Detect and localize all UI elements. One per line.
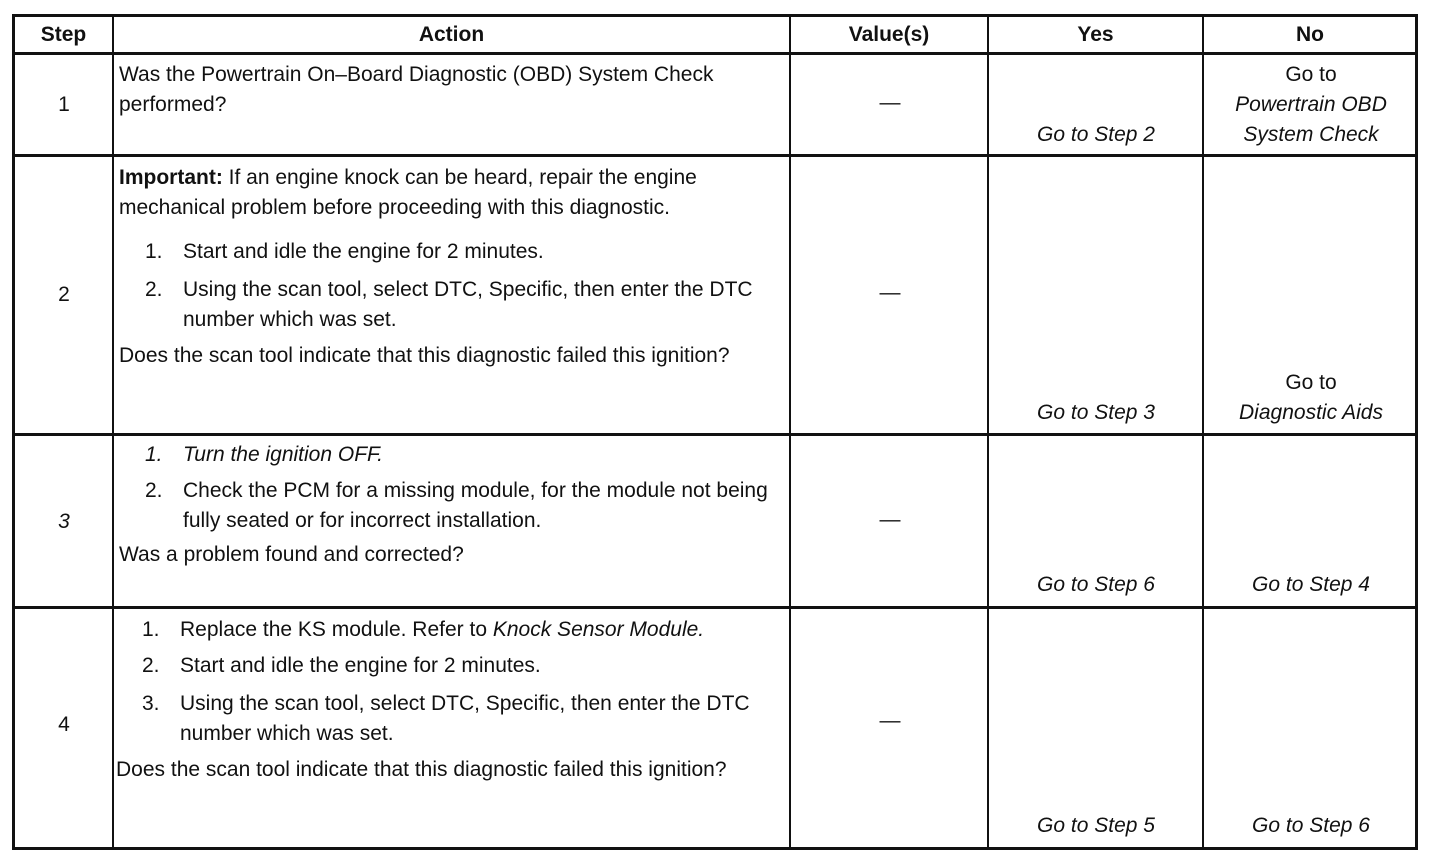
no-cell: [1205, 60, 1417, 150]
no-target: Diagnostic Aids: [1239, 401, 1383, 424]
action-question: Does the scan tool indicate that this diagnostic failed this ignition?: [119, 344, 730, 367]
step-number: 3: [58, 510, 70, 533]
no-cell: Go to Step 4: [1252, 573, 1370, 596]
value-cell: —: [879, 281, 901, 304]
list-item: 2. Check the PCM for a missing module, for the module not being fully seated or for incorrect installation.: [145, 479, 768, 532]
important-label: Important:: [119, 166, 223, 189]
table-row: [15, 55, 1415, 155]
list-item: 1. Start and idle the engine for 2 minutes.: [145, 240, 544, 263]
action-cell: [119, 60, 789, 120]
header-no: No: [1296, 23, 1324, 46]
value-cell: —: [879, 91, 901, 114]
step-number: 1: [58, 93, 70, 116]
header-yes: Yes: [1077, 23, 1114, 46]
yes-cell: Go to Step 3: [1037, 401, 1155, 424]
step-number: 4: [58, 713, 70, 736]
list-item: 2. Using the scan tool, select DTC, Specific, then enter the DTC number which was set.: [145, 278, 753, 331]
header-action: Action: [418, 23, 485, 46]
table-row: [15, 436, 1415, 606]
value-cell: —: [879, 508, 901, 531]
no-prefix: Go to: [1285, 63, 1337, 86]
list-item: 3. Using the scan tool, select DTC, Specific, then enter the DTC number which was set.: [142, 692, 750, 745]
header-values: Value(s): [848, 23, 930, 46]
yes-cell: Go to Step 5: [1037, 814, 1155, 837]
step-number: 2: [58, 283, 70, 306]
action-text: Was the Powertrain On–Board Diagnostic (OBD) System Check performed?: [119, 63, 714, 116]
no-target: Powertrain OBD System Check: [1235, 93, 1387, 146]
table-header: [15, 17, 1415, 55]
list-item: 1. Turn the ignition OFF.: [145, 443, 383, 466]
table-row: [15, 157, 1415, 435]
list-item: 2. Start and idle the engine for 2 minutes.: [142, 654, 541, 677]
no-cell: [1205, 368, 1417, 428]
action-cell: [116, 615, 786, 785]
no-prefix: Go to: [1285, 371, 1337, 394]
no-cell: Go to Step 6: [1252, 814, 1370, 837]
action-question: Does the scan tool indicate that this diagnostic failed this ignition?: [116, 758, 727, 781]
action-cell: [119, 440, 789, 570]
important-text: If an engine knock can be heard, repair the engine mechanical problem before proceeding with this diagnostic.: [119, 166, 697, 219]
table-row: [15, 609, 1415, 847]
value-cell: —: [879, 709, 901, 732]
diagnostic-table: [12, 14, 1418, 850]
reference-link[interactable]: Knock Sensor Module.: [492, 618, 705, 641]
action-question: Was a problem found and corrected?: [119, 543, 464, 566]
yes-cell: Go to Step 2: [1037, 123, 1155, 146]
list-item: 1. Replace the KS module. Refer to Knock Sensor Module.: [142, 618, 705, 641]
action-cell: [119, 163, 789, 371]
important-note: [119, 163, 789, 223]
yes-cell: Go to Step 6: [1037, 573, 1155, 596]
header-step: Step: [40, 23, 87, 46]
